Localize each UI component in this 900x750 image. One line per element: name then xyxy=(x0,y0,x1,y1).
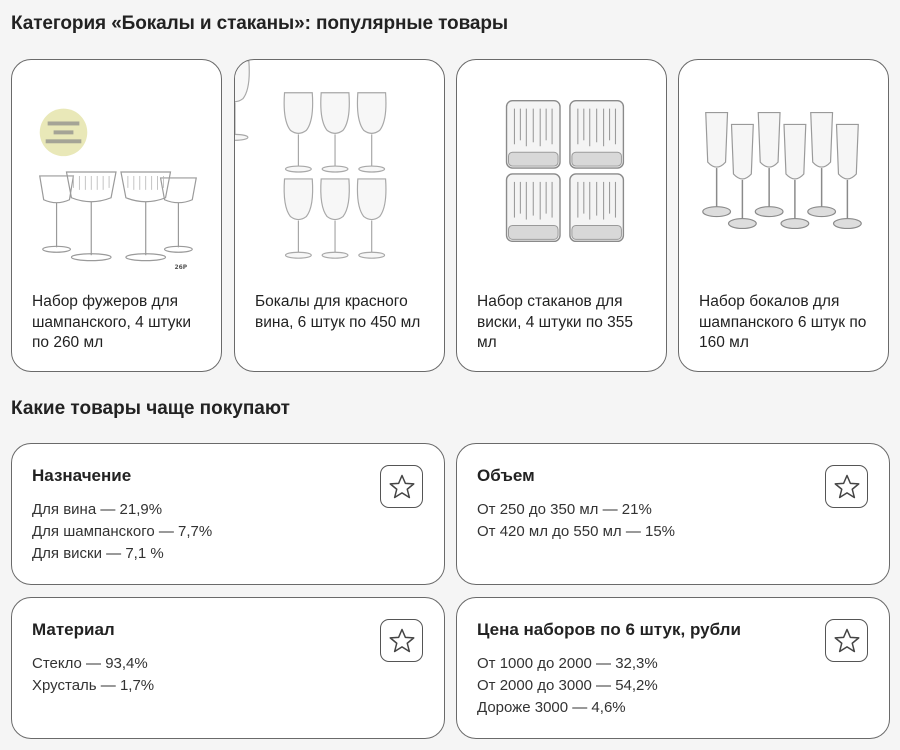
stat-card-price xyxy=(456,597,890,739)
stat-title: Назначение xyxy=(32,466,132,485)
stat-line: Стекло — 93,4% xyxy=(32,655,148,672)
champagne-coupe-glasses-icon xyxy=(12,60,221,285)
star-icon xyxy=(387,626,417,656)
stat-lines xyxy=(32,653,154,697)
stat-line: Для вина — 21,9% xyxy=(32,501,163,518)
product-card-whisky-tumblers[interactable] xyxy=(456,59,667,372)
product-card-champagne-flutes[interactable] xyxy=(678,59,889,372)
stat-card-purpose xyxy=(11,443,445,585)
stat-card-material xyxy=(11,597,445,739)
wine-glasses-icon xyxy=(235,60,444,285)
product-image-champagne-flutes xyxy=(679,60,888,285)
stat-line: От 2000 до 3000 — 54,2% xyxy=(477,677,658,694)
stat-lines xyxy=(477,653,658,719)
star-icon xyxy=(832,626,862,656)
favorite-button[interactable] xyxy=(380,619,423,662)
stat-title: Цена наборов по 6 штук, рубли xyxy=(477,620,741,639)
svg-text:26Р: 26Р xyxy=(174,264,188,272)
product-title[interactable]: Набор фужеров для шампанского, 4 штуки по 260 мл xyxy=(32,293,191,351)
stat-line: От 1000 до 2000 — 32,3% xyxy=(477,655,658,672)
stat-line: Дороже 3000 — 4,6% xyxy=(477,699,626,716)
favorite-button[interactable] xyxy=(380,465,423,508)
stat-title: Материал xyxy=(32,620,115,639)
product-image-red-wine-glasses xyxy=(235,60,444,285)
section-title: Какие товары чаще покупают xyxy=(11,398,290,419)
stat-line: Для виски — 7,1 % xyxy=(32,545,164,562)
champagne-flutes-icon xyxy=(679,60,888,285)
product-title[interactable]: Набор стаканов для виски, 4 штуки по 355 мл xyxy=(477,293,634,351)
star-icon xyxy=(832,472,862,502)
whisky-tumblers-icon xyxy=(457,60,666,285)
product-image-champagne-coupes xyxy=(12,60,221,285)
page-title: Категория «Бокалы и стаканы»: популярные товары xyxy=(11,13,508,34)
star-icon xyxy=(387,472,417,502)
favorite-button[interactable] xyxy=(825,619,868,662)
stat-lines xyxy=(32,499,212,565)
stat-line: От 420 мл до 550 мл — 15% xyxy=(477,523,676,540)
favorite-button[interactable] xyxy=(825,465,868,508)
product-title[interactable]: Набор бокалов для шампанского 6 штук по 160 мл xyxy=(699,293,867,351)
product-title[interactable]: Бокалы для красного вина, 6 штук по 450 мл xyxy=(255,293,421,331)
stat-line: Хрусталь — 1,7% xyxy=(32,677,155,694)
product-card-champagne-coupes[interactable] xyxy=(11,59,222,372)
stat-line: От 250 до 350 мл — 21% xyxy=(477,501,652,518)
stat-title: Объем xyxy=(477,466,535,485)
stat-card-volume xyxy=(456,443,890,585)
stat-lines xyxy=(477,499,675,543)
product-image-whisky-tumblers xyxy=(457,60,666,285)
product-card-red-wine-glasses[interactable] xyxy=(234,59,445,372)
stat-line: Для шампанского — 7,7% xyxy=(32,523,213,540)
